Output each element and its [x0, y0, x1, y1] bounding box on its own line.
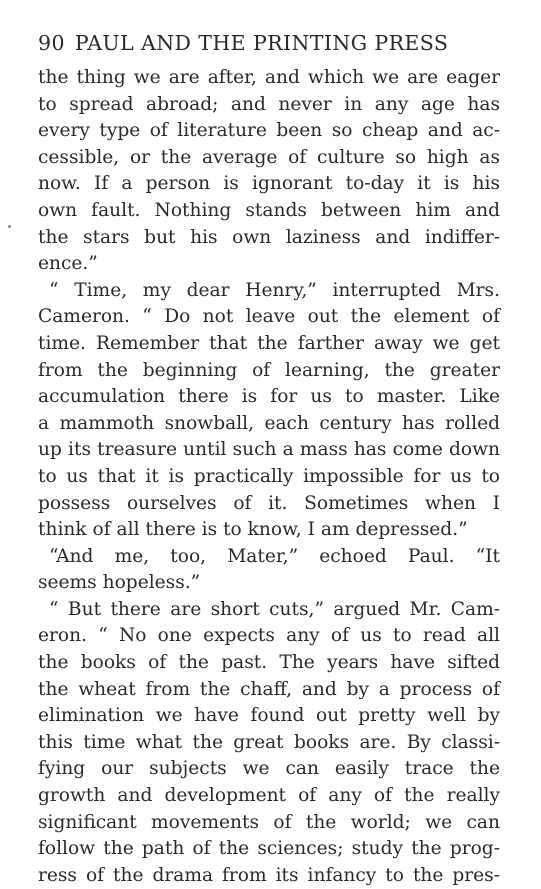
body-text [38, 65, 500, 889]
text-line: the books of the past. The years have sifted [38, 652, 500, 674]
text-line: to spread abroad; and never in any age has [38, 93, 500, 115]
margin-speck [8, 225, 11, 228]
text-line: think of all there is to know, I am depressed.” [38, 519, 468, 541]
text-line: from the beginning of learning, the greater [38, 359, 500, 381]
text-line: significant movements of the world; we can [38, 811, 500, 833]
text-line: ence.” [38, 253, 98, 275]
text-line: the thing we are after, and which we are eager [38, 67, 500, 88]
text-line: seems hopeless.” [38, 572, 201, 594]
text-line: to us that it is practically impossible for us to [38, 465, 500, 487]
text-line: a mammoth snowball, each century has rolled [38, 412, 500, 434]
text-line: ress of the drama from its infancy to the pres- [38, 864, 500, 886]
text-line: every type of literature been so cheap and ac- [38, 120, 500, 142]
text-line: the wheat from the chaff, and by a process of [38, 678, 500, 700]
text-line: “ Time, my dear Henry,” interrupted Mrs. [49, 279, 500, 301]
text-line: up its treasure until such a mass has come down [38, 439, 500, 461]
page-header [38, 31, 500, 57]
text-line: “And me, too, Mater,” echoed Paul. “It [49, 545, 500, 567]
text-line: own fault. Nothing stands between him and [38, 199, 500, 221]
text-line: growth and development of any of the really [38, 785, 500, 807]
text-line: Cameron. “ Do not leave out the element of [38, 306, 500, 328]
text-line: possess ourselves of it. Sometimes when I [38, 492, 500, 514]
text-line: now. If a person is ignorant to-day it is his [38, 173, 500, 195]
text-line: accumulation there is for us to master. Like [38, 386, 500, 408]
text-line: cessible, or the average of culture so high as [38, 146, 500, 168]
text-line: fying our subjects we can easily trace the [38, 758, 500, 780]
page-number: 90 [38, 31, 65, 55]
text-line: time. Remember that the farther away we get [38, 332, 500, 354]
text-line: the stars but his own laziness and indiffer- [38, 226, 500, 248]
text-line: “ But there are short cuts,” argued Mr. Cam- [49, 598, 500, 620]
text-line: eron. “ No one expects any of us to read all [38, 625, 500, 647]
running-title: PAUL AND THE PRINTING PRESS [74, 31, 449, 55]
text-line: elimination we have found out pretty well by [38, 705, 500, 727]
text-line: follow the path of the sciences; study the prog- [38, 838, 500, 860]
text-line: this time what the great books are. By classi- [38, 731, 500, 753]
